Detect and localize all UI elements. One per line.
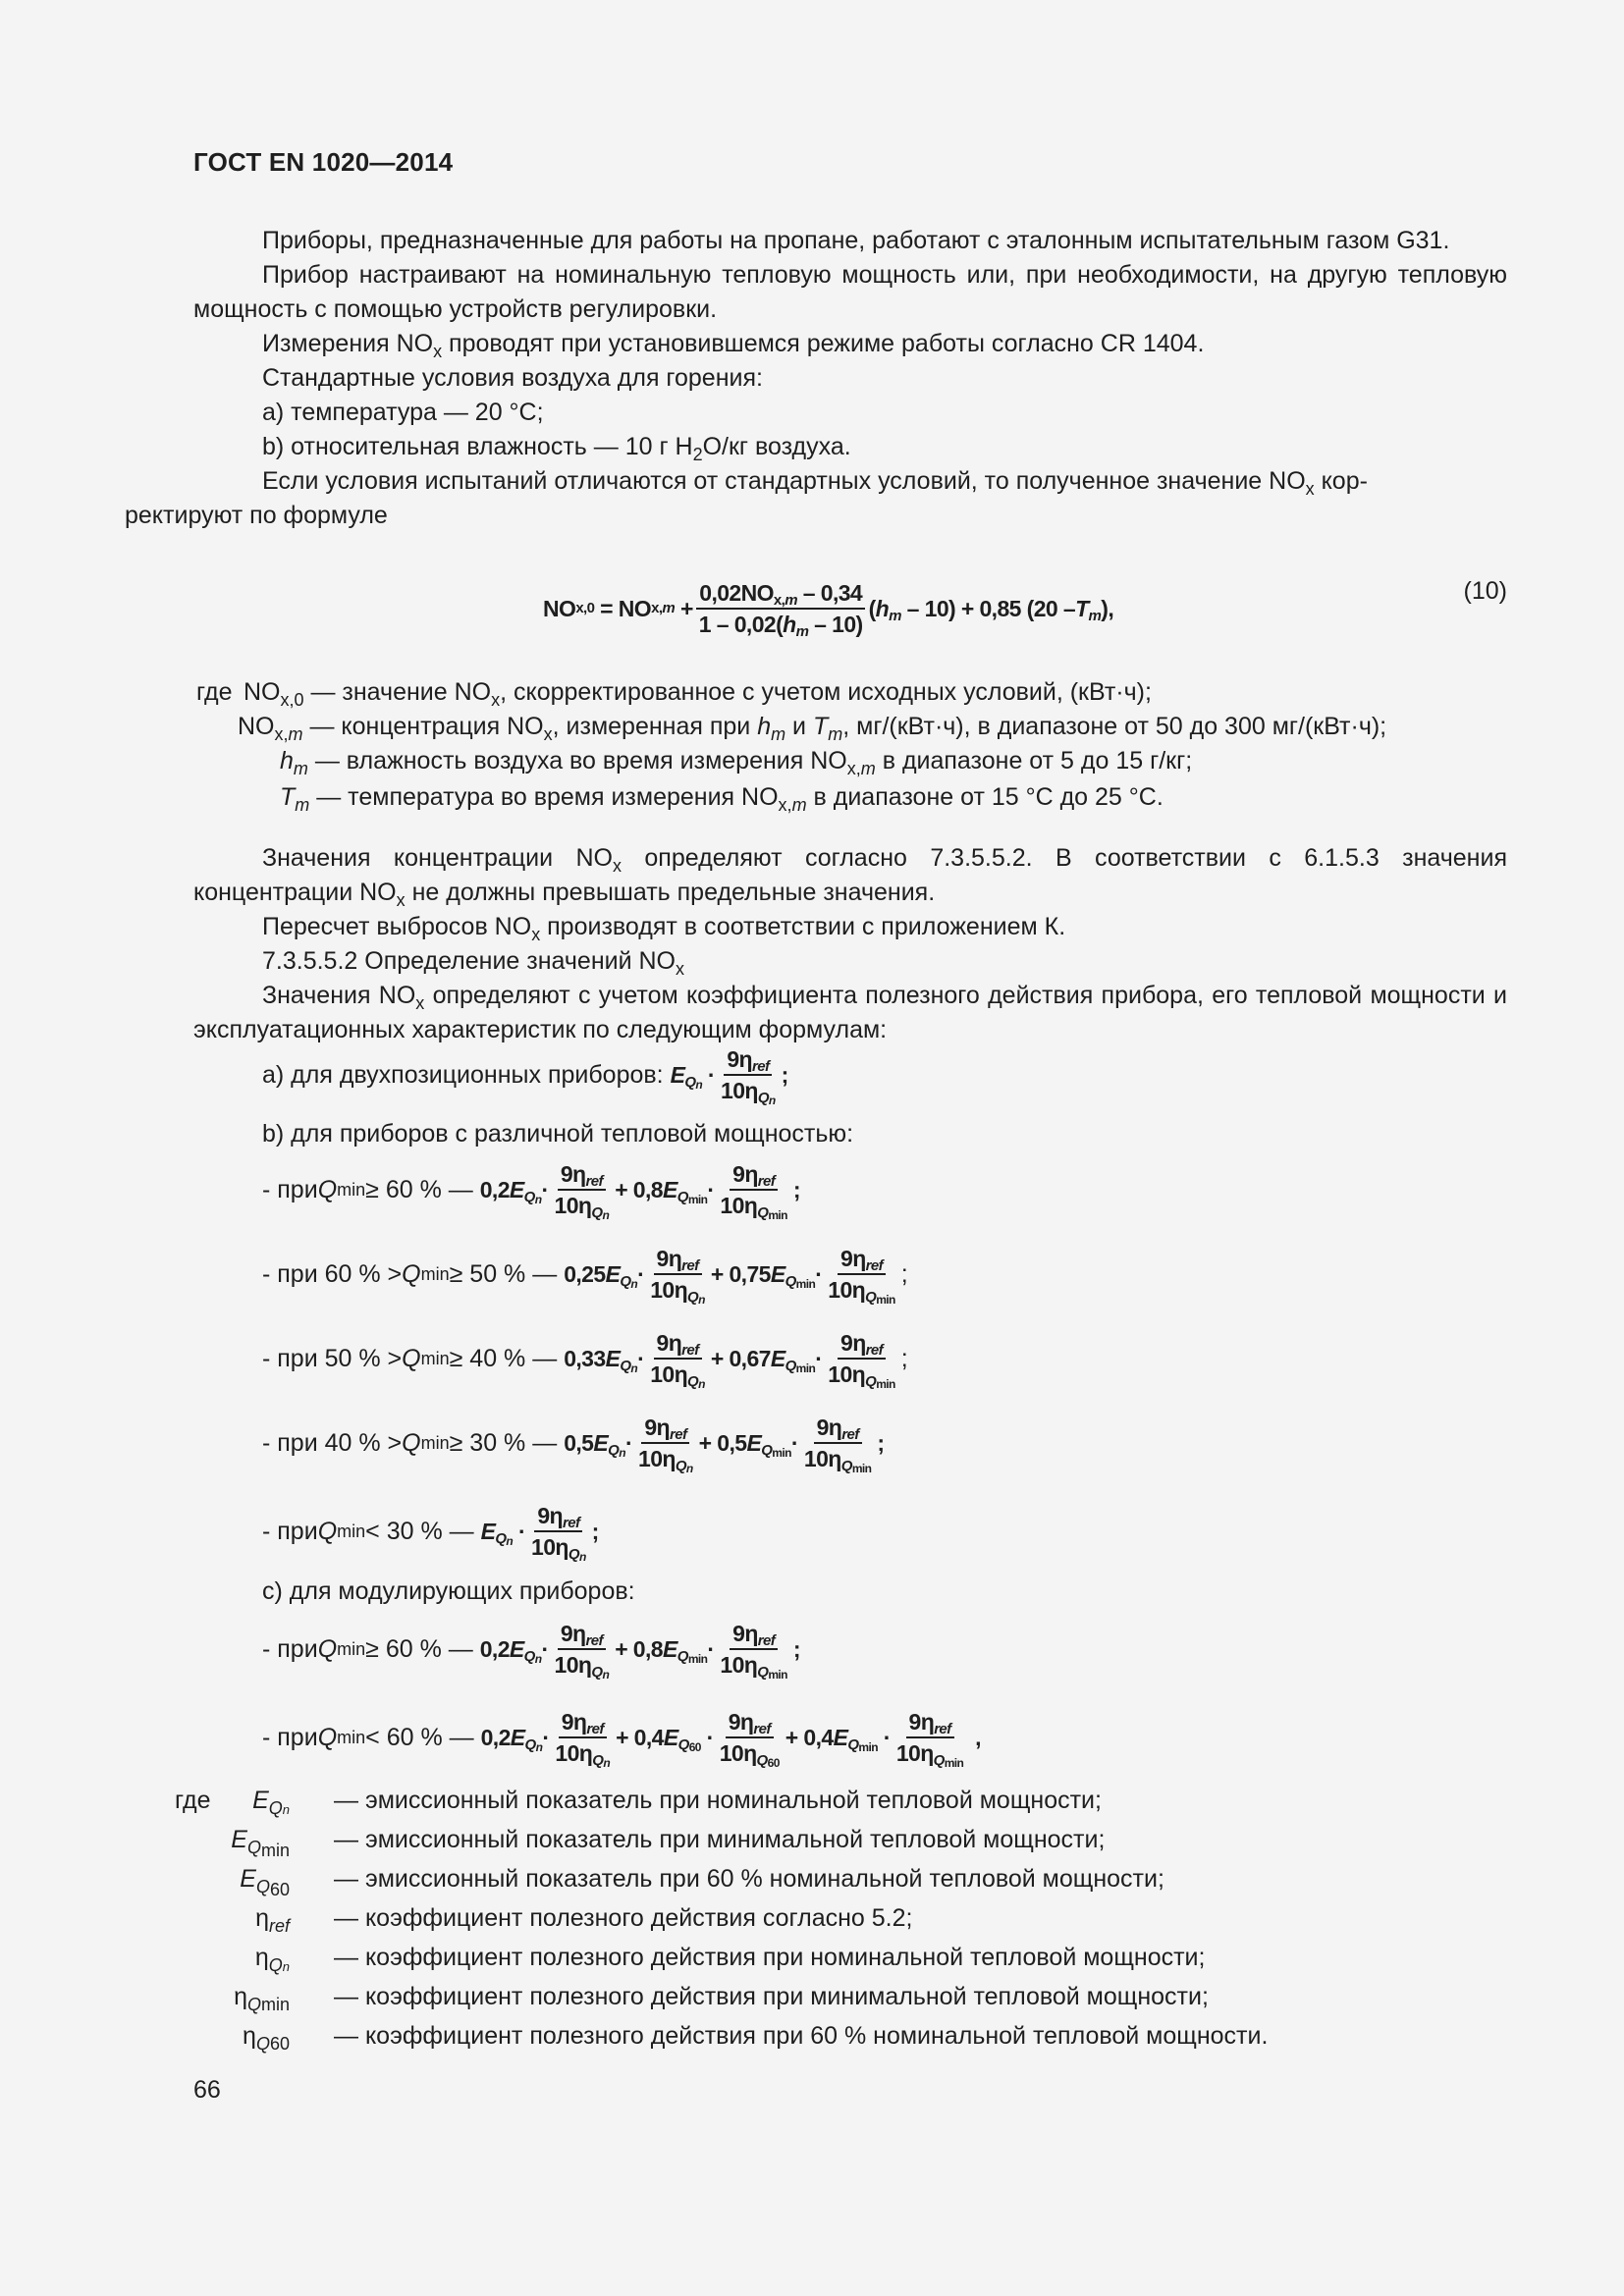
where2-row-1: — эмиссионный показатель при номинальной тепловой мощности; xyxy=(334,1787,1102,1814)
paragraph-recalc: Пересчет выбросов $NO_x$ производят в соответствии с приложением К. xyxy=(262,913,1066,944)
where2-row-2: — эмиссионный показатель при минимальной тепловой мощности; xyxy=(334,1826,1106,1853)
formula-c-label: c) для модулирующих приборов: xyxy=(262,1577,635,1605)
where1-row-2: $NO_{x,m}$ — концентрация $NO_x$, измеренная при $h_m$ и $T_m$, мг/(кВт·ч), в диапазоне от 50 до 300 мг/(кВт·ч); xyxy=(238,713,1387,744)
formula-c1: - при Q min ≥ 60 % — 0,2EQn· $\frac{\text{9ηref}}{\text{10ηQn}}$ + 0,8EQmin· $\frac{\text{9ηref}}{10\eta Qmin}$ ; xyxy=(262,1621,800,1682)
term-eta-ref: $\eta_{ref}$ xyxy=(255,1904,290,1936)
formula-b5: - при Q min < 30 % — EQn · $\frac{\text{9ηref}}{\text{10ηQn}}$ ; xyxy=(262,1503,599,1564)
equation-10-formula: NO x,0 = NO x,m + $\frac{\text{0,02NOx,m – 0,34}}{1 - 0,02(hm - 10)}$ ( hm – 10) + 0,85 (20 – Tm ), xyxy=(543,580,1114,640)
paragraph-concentration: Значения концентрации $NO_x$ определяют согласно 7.3.5.5.2. В соответствии с 6.1.5.3 значения концентрации $NO_x$ не должны превышать предельные значения. xyxy=(193,844,1507,910)
where2-row-7: — коэффициент полезного действия при 60 % номинальной тепловой мощности. xyxy=(334,2022,1269,2050)
where1-row-3: $h_m$ — влажность воздуха во время измерения $NO_{x,m}$ в диапазоне от 5 до 15 г/кг; xyxy=(280,747,1193,778)
list-item-humidity: b) относительная влажность — 10 г $H_2O/кг$ воздуха. xyxy=(262,433,851,464)
equation-10 xyxy=(193,574,1507,643)
paragraph-values: Значения $NO_x$ определяют с учетом коэффициента полезного действия прибора, его тепловой мощности и эксплуатационных характеристик по следующим формулам: xyxy=(193,982,1507,1043)
formula-b-label: b) для приборов с различной тепловой мощностью: xyxy=(262,1120,854,1148)
intro-section xyxy=(125,224,1507,533)
where2-row-6: — коэффициент полезного действия при минимальной тепловой мощности; xyxy=(334,1983,1209,2010)
where1-row-4: $T_m$ — температура во время измерения $NO_{x,m}$ в диапазоне от 15 °С до 25 °С. xyxy=(280,783,1164,815)
section-heading-7-3-5-5-2: 7.3.5.5.2 Определение значений $NO_x$ xyxy=(262,947,684,979)
where-prefix: где xyxy=(196,678,233,706)
term-eta-qmin: $\eta_{Qmin}$ xyxy=(234,1983,290,2014)
page-number: 66 xyxy=(193,2076,221,2104)
term-e-q60: $E_{Q60}$ xyxy=(240,1865,290,1899)
paragraph-nox-measure: Измерения $NO_x$ проводят при установившемся режиме работы согласно CR 1404. xyxy=(262,330,1205,361)
formula-b2: - при 60 % > Q min ≥ 50 % — 0,25EQn· $\frac{\text{9ηref}}{\text{10ηQn}}$ + 0,75EQmin· $\frac{\text{9ηref}}{10\eta Qmin}$ ; xyxy=(262,1246,908,1307)
paragraph-standard-conditions: Стандартные условия воздуха для горения: xyxy=(262,364,763,392)
paragraph-propane: Приборы, предназначенные для работы на пропане, работают с эталонным испытательным газом G31. xyxy=(262,227,1450,254)
body-section xyxy=(193,841,1507,1047)
where2-row-4: — коэффициент полезного действия согласно 5.2; xyxy=(334,1904,913,1932)
document-header: ГОСТ EN 1020—2014 xyxy=(193,147,454,177)
term-eta-qn: $\eta_{Qn}$ xyxy=(254,1944,290,1975)
formula-b4: - при 40 % > Q min ≥ 30 % — 0,5EQn· $\frac{\text{9ηref}}{\text{10ηQn}}$ + 0,5EQmin· $\frac{\text{9ηref}}{10\eta Qmin}$ ; xyxy=(262,1415,885,1475)
where2-prefix: где xyxy=(175,1787,211,1814)
formula-b1: - при Q min ≥ 60 % — 0,2EQn· $\frac{\text{9ηref}}{\text{10ηQn}}$ + 0,8EQmin· $\frac{\text{9ηref}}{10\eta Qmin}$ ; xyxy=(262,1161,800,1222)
where2-row-5: — коэффициент полезного действия при номинальной тепловой мощности; xyxy=(334,1944,1206,1971)
formula-c2: - при Q min < 60 % — 0,2EQn· $\frac{\text{9ηref}}{\text{10ηQn}}$ + 0,4EQ60 · $\frac{\text{9ηref}}{10\eta Q60}$ + 0,4EQmin · $\frac{\text{9ηref}}{10\eta Qmin}$ , xyxy=(262,1709,981,1770)
term-eta-q60: $\eta_{Q60}$ xyxy=(243,2022,290,2054)
formula-b3: - при 50 % > Q min ≥ 40 % — 0,33EQn· $\frac{\text{9ηref}}{\text{10ηQn}}$ + 0,67EQmin· $\frac{\text{9ηref}}{10\eta Qmin}$ ; xyxy=(262,1330,908,1391)
where1-row-1: $NO_{x,0}$ — значение $NO_x$, скорректированное с учетом исходных условий, (кВт·ч); xyxy=(244,678,1152,710)
paragraph-correction: Если условия испытаний отличаются от стандартных условий, то полученное значение $NO_x$ кор- ректируют по формуле xyxy=(125,467,1368,529)
term-e-qmin: $E_{Qmin}$ xyxy=(231,1826,290,1860)
equation-number: (10) xyxy=(1463,577,1507,605)
where2-row-3: — эмиссионный показатель при 60 % номинальной тепловой мощности; xyxy=(334,1865,1164,1893)
formula-a: a) для двухпозиционных приборов: EQn · $\frac{\text{9ηref}}{\text{10ηQn}}$ ; xyxy=(262,1046,788,1107)
paragraph-adjust: Прибор настраивают на номинальную тепловую мощность или, при необходимости, на другую тепловую мощность с помощью устройств регулировки. xyxy=(193,261,1507,323)
term-e-qn: $E_{Qn}$ xyxy=(252,1787,290,1818)
list-item-temperature: a) температура — 20 °С; xyxy=(262,399,544,426)
